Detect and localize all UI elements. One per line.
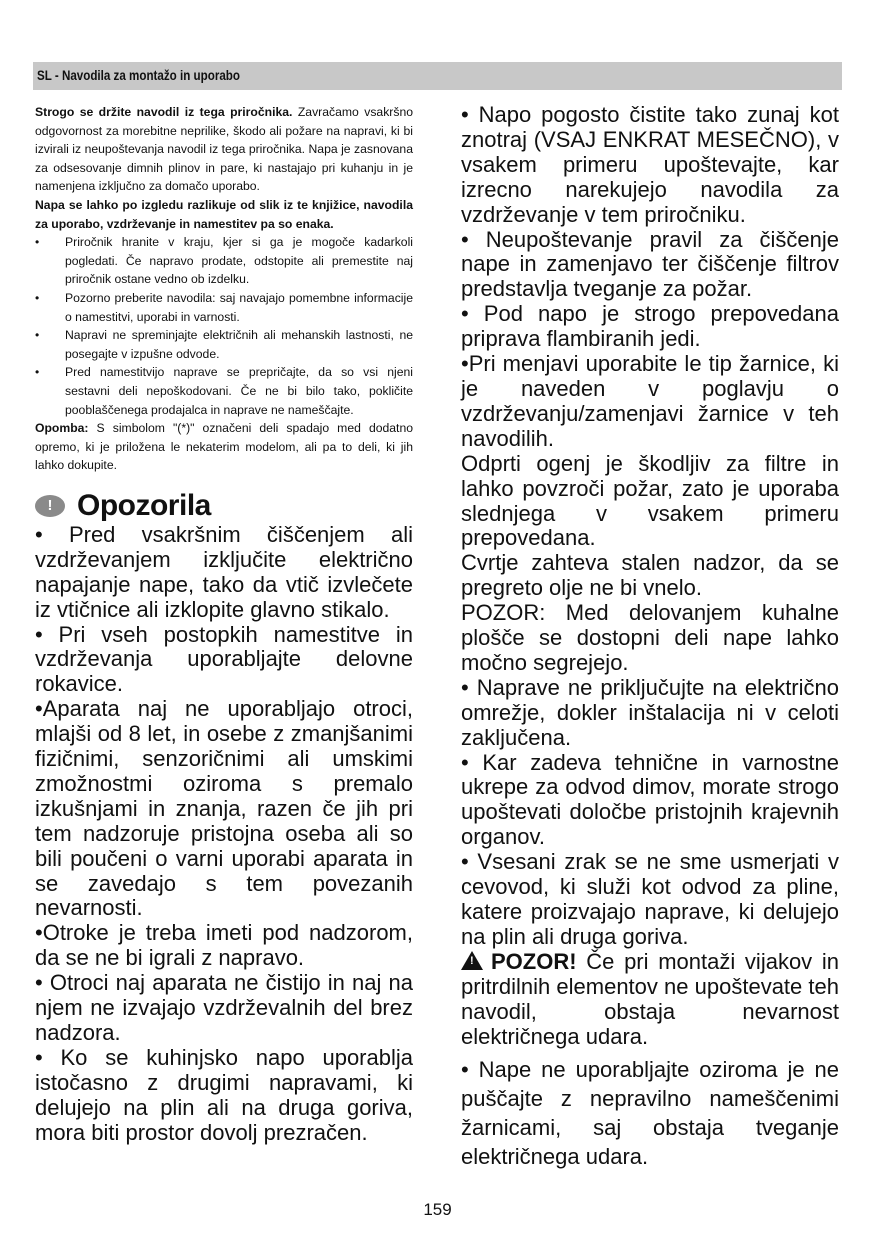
list-item: • Pred namestitvijo naprave se prepričajte, da so vsi njeni sestavni deli nepoškodovani. Če ne bi bilo tako, pokličite pooblaščenega prodajalca in naprave ne nameščajte. (35, 365, 413, 417)
warning-paragraph: • Kar zadeva tehnične in varnostne ukrepe za odvod dimov, morate strogo upoštevati določbe pristojnih krajevnih organov. (461, 749, 839, 850)
pozor-paragraph (461, 950, 839, 1050)
warning-left-text (35, 523, 413, 1146)
note-label: Opomba: (35, 421, 89, 436)
bullet-icon: • (35, 290, 40, 305)
section-header-title: SL - Navodila za montažo in uporabo (37, 68, 240, 83)
warning-paragraph: •Otroke je treba imeti pod nadzorom, da se ne bi igrali z napravo. (35, 920, 413, 971)
warning-paragraph: • Pred vsakršnim čiščenjem ali vzdrževanjem izključite električno napajanje nape, tako da vtič izvlečete iz vtičnice ali izklopite glavno stikalo. (35, 521, 413, 622)
warning-paragraph: • Otroci naj aparata ne čistijo in naj na njem ne izvajajo vzdrževalnih del brez nadzora. (35, 970, 413, 1045)
intro-paragraph (35, 103, 413, 196)
left-column (35, 103, 413, 1146)
warning-heading (35, 489, 413, 523)
intro-lead-text: Zavračamo vsakršno odgovornost za morebitne neprilike, škodo ali požare na napravi, ki bi izvirali iz neupoštevanja navodil iz tega priročnika. Napa je zasnovana za odsesovanje dimnih plinov in pare, ki nastajajo pri kuhanju in je namenjena izključno za domačo uporabo. (35, 105, 414, 194)
warning-paragraph: • Vsesani zrak se ne sme usmerjati v cevovod, ki služi kot odvod za pline, katere proizvajajo naprave, ki delujejo na plin ali druga goriva. (461, 849, 839, 949)
list-item: • Priročnik hranite v kraju, kjer si ga je mogoče kadarkoli pogledati. Če napravo prodate, odstopite ali premestite naj priročnik ostane vedno ob izdelku. (35, 235, 413, 287)
intro-bold-paragraph: Napa se lahko po izgledu razlikuje od slik iz te knjižice, navodila za uporabo, vzdrževanje in namestitev pa so enaka. (35, 197, 413, 231)
bullet-icon: • (35, 235, 40, 250)
list-item: • Pozorno preberite navodila: saj navajajo pomembne informacije o namestitvi, uporabi in varnosti. (35, 290, 413, 324)
warning-paragraph: • Neupoštevanje pravil za čiščenje nape in zamenjavo ter čiščenje filtrov predstavlja tveganje za požar. (461, 226, 839, 302)
note-text: S simbolom "(*)" označeni deli spadajo med dodatno opremo, ki je priložena le nekaterim modelom, ali pa to deli, ki jih lahko dokupite. (35, 421, 413, 473)
warning-title: Opozorila (77, 488, 211, 522)
bullet-icon: • (35, 365, 40, 380)
warning-triangle-icon (461, 951, 483, 970)
warning-paragraph: Odprti ogenj je škodljiv za filtre in lahko povzroči požar, zato je uporaba slednjega v vsakem primeru prepovedana. (461, 450, 839, 551)
intro-lead-bold: Strogo se držite navodil iz tega priročnika. (35, 105, 293, 119)
page-number: 159 (423, 1200, 452, 1219)
warning-paragraph: • Pod napo je strogo prepovedana priprava flambiranih jedi. (461, 301, 839, 352)
warning-paragraph: • Ko se kuhinjsko napo uporablja istočasno z drugimi napravami, ki delujejo na plin ali na druga goriva, mora biti prostor dovolj prezračen. (35, 1044, 413, 1145)
warning-paragraph: • Naprave ne priključujte na električno omrežje, dokler inštalacija ni v celoti zaključena. (461, 674, 839, 750)
warning-paragraph: Cvrtje zahteva stalen nadzor, da se pregreto olje ne bi vnelo. (461, 550, 839, 601)
section-header-bar (33, 62, 842, 90)
warning-paragraph: •Aparata naj ne uporabljajo otroci, mlajši od 8 let, in osebe z zmanjšanimi fizičnimi, senzoričnimi ali umskimi zmožnostmi oziroma s premalo izkušnjami in znanja, razen če jih pri tem nadzoruje pristojna oseba ali so bili poučeni o varni uporabi aparata in se zavedajo s tem povezanih nevarnosti. (35, 696, 413, 921)
warning-paragraph: POZOR: Med delovanjem kuhalne plošče se dostopni deli nape lahko močno segrejejo. (461, 600, 839, 675)
pozor-text: Če pri montaži vijakov in pritrdilnih elementov ne upoštevate teh navodil, obstaja nevarnost električnega udara. (461, 948, 839, 1049)
warning-paragraph: • Nape ne uporabljajte oziroma je ne puščajte z nepravilno nameščenimi žarnicami, saj obstaja tveganje električnega udara. (461, 1057, 839, 1170)
intro-bullet-list (35, 233, 413, 419)
warning-paragraph: •Pri menjavi uporabite le tip žarnice, ki je naveden v poglavju o vzdrževanju/zamenjavi žarnice v teh navodilih. (461, 351, 839, 451)
note-paragraph (35, 419, 413, 475)
warning-icon: ! (35, 495, 65, 517)
warning-paragraph: • Napo pogosto čistite tako zunaj kot znotraj (VSAJ ENKRAT MESEČNO), v vsakem primeru upoštevajte, kar izrecno narekujejo navodila za vzdrževanje v tem priročniku. (461, 102, 839, 227)
warning-paragraph: • Pri vseh postopkih namestitve in vzdrževanja uporabljajte delovne rokavice. (35, 621, 413, 697)
list-item: • Napravi ne spreminjajte električnih ali mehanskih lastnosti, ne posegajte v izpušne odvode. (35, 328, 413, 361)
right-column (461, 103, 839, 1171)
bullet-icon: • (35, 328, 40, 343)
pozor-label: POZOR! (491, 948, 577, 974)
